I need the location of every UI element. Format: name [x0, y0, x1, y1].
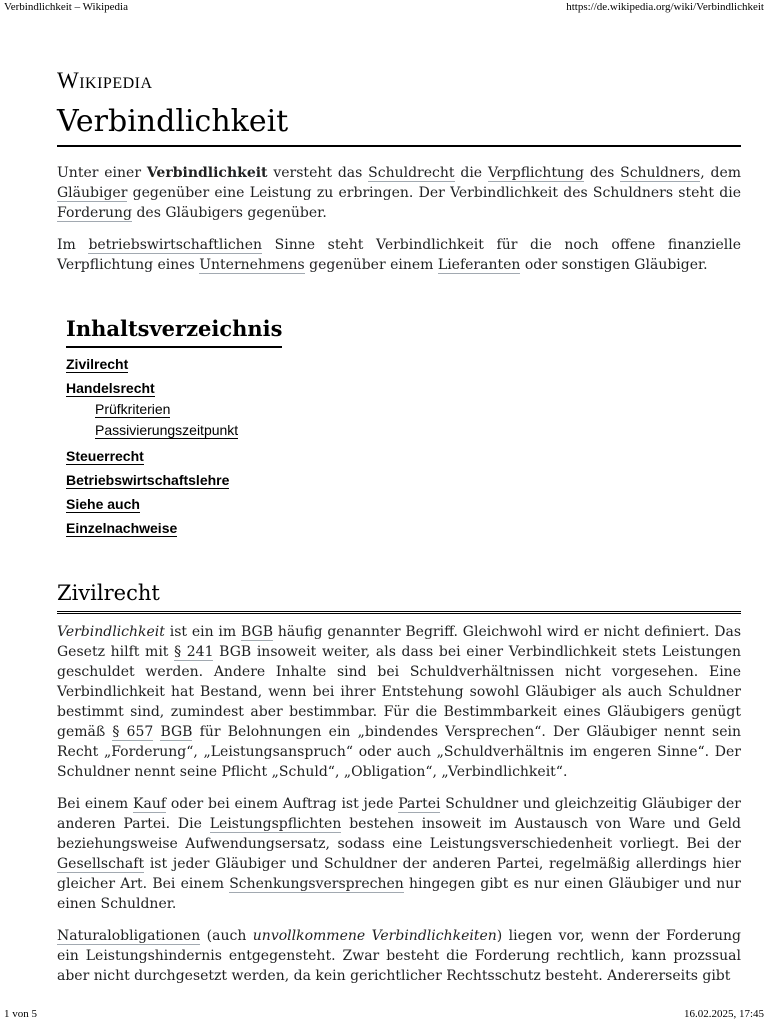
- link-bgb-2[interactable]: BGB: [160, 724, 193, 740]
- link-lieferanten[interactable]: Lieferanten: [437, 257, 521, 273]
- toc-item-handelsrecht[interactable]: Handelsrecht: [66, 380, 155, 396]
- link-unternehmens[interactable]: Unternehmens: [199, 257, 305, 273]
- italic-term-2: unvollkommene Verbindlichkeiten: [252, 928, 497, 944]
- toc-item-einzelnachweise[interactable]: Einzelnachweise: [66, 520, 178, 536]
- zivilrecht-paragraph-3: Naturalobligationen (auch unvollkommene Verbindlichkeiten) liegen vor, wenn der Forderung ein Leistungshindernis entgegensteht. Zwar besteht die Forderung rechtlich, kann prozssual aber nicht durchgesetzt werden, da kein gerichtlicher Rechtsschutz besteht. Andererseits gibt: [57, 928, 741, 984]
- print-datetime: 16.02.2025, 17:45: [683, 1008, 764, 1020]
- link-kauf[interactable]: Kauf: [133, 796, 167, 812]
- section-body-zivilrecht: [57, 622, 741, 986]
- toc-item-zivilrecht[interactable]: Zivilrecht: [66, 356, 129, 372]
- link-glaeubiger[interactable]: Gläubiger: [57, 185, 128, 201]
- toc-title: Inhaltsverzeichnis: [66, 315, 282, 348]
- link-bgb[interactable]: BGB: [240, 624, 274, 640]
- italic-term: Verbindlichkeit: [57, 624, 165, 640]
- link-betriebswirtschaftlichen[interactable]: betriebswirtschaftlichen: [88, 237, 263, 253]
- table-of-contents: [66, 315, 741, 538]
- link-schenkungsversprechen[interactable]: Schenkungsversprechen: [229, 876, 404, 892]
- link-paragraph-657[interactable]: § 657: [112, 724, 154, 740]
- toc-item-siehe-auch[interactable]: Siehe auch: [66, 496, 140, 512]
- toc-item-pruefkriterien[interactable]: Prüfkriterien: [95, 401, 171, 417]
- print-url[interactable]: https://de.wikipedia.org/wiki/Verbindlichkeit: [566, 1, 764, 13]
- toc-item-steuerrecht[interactable]: Steuerrecht: [66, 448, 144, 464]
- toc-item-betriebswirtschaftslehre[interactable]: Betriebswirtschaftslehre: [66, 472, 230, 488]
- page-title: Verbindlichkeit: [57, 102, 741, 147]
- link-leistungspflichten[interactable]: Leistungspflichten: [209, 816, 342, 832]
- section-heading-zivilrecht: Zivilrecht: [57, 578, 741, 614]
- intro-paragraph-1: Unter einer Verbindlichkeit versteht das Schuldrecht die Verpflichtung des Schuldners, dem Gläubiger gegenüber eine Leistung zu erbringen. Der Verbindlichkeit des Schuldners steht die Forderung des Gläubigers gegenüber.: [57, 165, 742, 221]
- link-verpflichtung[interactable]: Verpflichtung: [487, 165, 584, 181]
- link-forderung[interactable]: Forderung: [57, 205, 133, 221]
- toc-item-passivierungszeitpunkt[interactable]: Passivierungszeitpunkt: [95, 422, 239, 438]
- link-schuldners[interactable]: Schuldners: [620, 165, 701, 181]
- link-naturalobligationen[interactable]: Naturalobligationen: [57, 928, 201, 944]
- print-page-number: 1 von 5: [4, 1008, 37, 1020]
- intro-paragraph-2: Im betriebswirtschaftlichen Sinne steht Verbindlichkeit für die noch offene finanzielle Verpflichtung eines Unternehmens gegenüber einem Lieferanten oder sonstigen Gläubiger.: [57, 237, 741, 273]
- link-paragraph-241[interactable]: § 241: [174, 644, 214, 660]
- link-gesellschaft[interactable]: Gesellschaft: [57, 856, 145, 872]
- zivilrecht-paragraph-1: Verbindlichkeit ist ein im BGB häufig genannter Begriff. Gleichwohl wird er nicht definiert. Das Gesetz hilft mit § 241 BGB insoweit weiter, als dass bei einer Verbindlichkeit stets Leistungen geschuldet werden. Andere Inhalte sind bei Schuldverhältnissen nicht vorgesehen. Eine Verbindlichkeit hat Bestand, wenn bei ihrer Entstehung sowohl Gläubiger als auch Schuldner bestimmt sind, zumindest aber bestimmbar. Für die Bestimmbarkeit eines Gläubigers genügt gemäß § 657 BGB für Belohnungen ein „bindendes Versprechen“. Der Gläubiger nennt sein Recht „Forderung“, „Leistungsanspruch“ oder auch „Schuldverhältnis im engeren Sinne“. Der Schuldner nennt seine Pflicht „Schuld“, „Obligation“, „Verbindlichkeit“.: [57, 624, 742, 780]
- print-header: [0, 0, 768, 16]
- wikipedia-wordmark[interactable]: Wikipedia: [57, 68, 153, 93]
- link-schuldrecht[interactable]: Schuldrecht: [368, 165, 455, 181]
- print-page-title: Verbindlichkeit – Wikipedia: [4, 1, 128, 13]
- print-footer: [0, 1006, 768, 1024]
- zivilrecht-paragraph-2: Bei einem Kauf oder bei einem Auftrag ist jede Partei Schuldner und gleichzeitig Gläubiger der anderen Partei. Die Leistungspflichten bestehen insoweit im Austausch von Ware und Geld beziehungsweise Aufwendungsersatz, sodass eine Leistungsverschiedenheit vorliegt. Bei der Gesellschaft ist jeder Gläubiger und Schuldner der anderen Partei, regelmäßig allerdings hier gleicher Art. Bei einem Schenkungsversprechen hingegen gibt es nur einen Gläubiger und nur einen Schuldner.: [57, 796, 741, 912]
- bold-term: Verbindlichkeit: [146, 165, 268, 181]
- link-partei[interactable]: Partei: [398, 796, 441, 812]
- article-content: [57, 66, 741, 986]
